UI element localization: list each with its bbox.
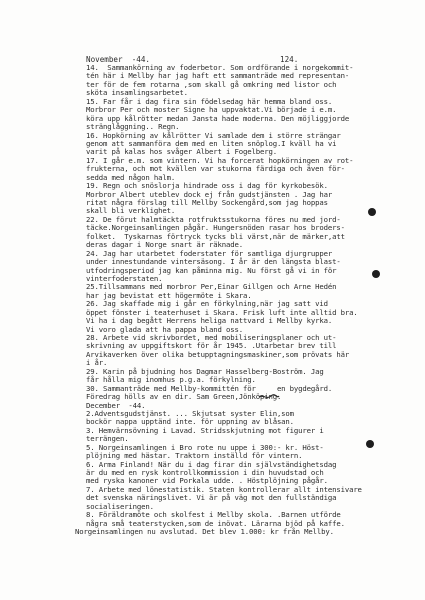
text-line: skall bli verklighet. xyxy=(86,206,176,216)
punch-hole xyxy=(368,208,376,216)
text-line: plöjning med hästar. Traktorn inställd för vintern. xyxy=(86,451,303,461)
diary-text xyxy=(75,63,386,537)
header-date: November -44. xyxy=(86,55,151,64)
text-line: det svenska näringslivet. Vi är på väg mot den fullständiga xyxy=(86,493,337,503)
text-line: öppet fönster i teaterhuset i Skara. Frisk luft inte alltid bra. xyxy=(86,307,358,317)
text-line: ter för de fem rotarna ,som skall gå omkring med listor och xyxy=(86,79,337,89)
text-line: varit på kalas hos svåger Albert i Fogelberg. xyxy=(86,147,277,157)
punch-hole xyxy=(366,440,374,448)
text-line: 15. Far får i dag fira sin födelsedag här hemma bland oss. xyxy=(86,96,333,106)
text-line: under innestundande vintersäsong. I år är den längsta blast- xyxy=(86,257,341,267)
section-date: December -44. xyxy=(86,400,146,410)
text-line: bockör nappa upptänd inte. för uppning av blåsan. xyxy=(86,417,294,427)
text-line: utfodringsperiod jag kan påminna mig. Nu först gå vi in för xyxy=(86,265,337,275)
text-line: sedda med någon halm. xyxy=(86,172,176,182)
text-line: 3. Hemvärnsövning i Lavad. Stridsskjutning mot figurer i xyxy=(86,425,324,435)
text-line: vinterfoderstaten. xyxy=(86,273,163,283)
text-line: 7. Arbete med lönestatistik. Staten kontrollerar allt intensivare xyxy=(86,484,362,494)
text-line: 17. I går e.m. som vintern. Vi ha forcerat hopkörningen av rot- xyxy=(86,155,354,165)
text-line: Arvikaverken över olika betupptagningsmaskiner,som prövats här xyxy=(86,349,350,359)
text-line: Föredrag hölls av en dir. Sam Green,Jönköping. xyxy=(86,392,282,402)
text-line: socialiseringen. xyxy=(86,501,154,511)
text-line: 6. Arma Finland! När du i dag firar din självständighetsdag xyxy=(86,459,337,469)
text-line: sköta insamlingsarbetet. xyxy=(86,88,188,98)
text-line: deras dagar i Norge snart är räknade. xyxy=(86,240,243,250)
text-line: får hålla mig inomhus p.g.a. förkylning. xyxy=(86,375,256,385)
text-line: köra upp kålrötter medan Jansta hade moderna. Den möjliggjorde xyxy=(86,113,350,123)
text-line: 16. Hopkörning av kålrötter Vi samlade dem i större strängar xyxy=(86,130,341,140)
text-line: 30. Sammanträde med Mellby-kommittén för en bygdegård. xyxy=(86,383,333,393)
text-line: Vi voro glada att ha pappa bland oss. xyxy=(86,324,243,334)
text-line: 19. Regn och snöslorja hindrade oss i dag för kyrkobesök. xyxy=(86,181,328,191)
text-line: 26. Jag skaffade mig i går en förkylning,när jag satt vid xyxy=(86,299,328,309)
text-line: några små teaterstycken,som de inövat. Lärarna bjöd på kaffe. xyxy=(86,518,345,528)
text-line: i år. xyxy=(86,358,108,368)
text-line: folket. Tyskarnas förtryck tycks bli värst,när de märker,att xyxy=(86,231,345,241)
text-line: Morbror Per och moster Signe ha uppvaktat.Vi började i e.m. xyxy=(86,105,337,115)
text-line: frukterna, och mot kvällen var stukorna färdiga och även för- xyxy=(86,164,345,174)
text-line: 2.Adventsgudstjänst. ... Skjutsat syster Elin,som xyxy=(86,408,294,418)
text-line: Morbror Albert uteblev dock ej från gudstjänsten . Jag har xyxy=(86,189,333,199)
text-line: tén här i Mellby har jag haft ett sammanträde med representan- xyxy=(86,71,350,81)
strikethrough-mark xyxy=(258,393,280,401)
text-line: 28. Arbete vid skrivbordet, med mobiliseringsplaner och ut- xyxy=(86,333,337,342)
page-number: 124. xyxy=(280,55,299,64)
text-line: ritat några förslag till Mellby Sockengård,som jag hoppas xyxy=(86,198,328,207)
text-line: 24. Jag har utarbetet foderstater för samtliga djurgrupper xyxy=(86,248,333,258)
text-line: med ryska kanoner vid Porkala udde. . Höstplöjning pågår. xyxy=(86,476,328,486)
text-line: Vi ha i dag begått Herrens heliga nattvard i Mellby kyrka. xyxy=(86,316,333,326)
punch-hole xyxy=(372,270,380,278)
text-line: är du med en rysk kontrollkommission i din huvudstad och xyxy=(86,468,324,477)
text-line: terrängen. xyxy=(86,434,129,444)
text-line: 29. Karin på bjudning hos Dagmar Hasselberg-Boström. Jag xyxy=(86,366,324,376)
text-line: genom att sammanföra dem med en liten snöplog.I kväll ha vi xyxy=(86,138,337,148)
text-line: Norgeinsamlingen nu avslutad. Det blev 1.000: kr från Mellby. xyxy=(75,527,334,537)
text-line: 5. Norgeinsamlingen i Bro rote nu uppe i 300:- kr. Höst- xyxy=(86,442,324,452)
text-line: har jag bevistat ett högermöte i Skara. xyxy=(86,290,252,300)
text-line: 8. Föräldramöte och skolfest i Mellby skola. .Barnen utförde xyxy=(86,510,341,520)
text-line: 14. Sammankörning av foderbetor. Som ordförande i norgekommit- xyxy=(86,63,354,72)
text-line: 25.Tillsammans med morbror Per,Einar Gillgen och Arne Hedén xyxy=(86,282,337,292)
text-line: täcke.Norgeinsamlingen pågår. Hungersnöden rasar hos broders- xyxy=(86,223,345,233)
text-line: 22. De förut halmtäckta rotfruktsstukorna föres nu med jord- xyxy=(86,214,341,224)
text-line: skrivning av uppgiftskort för år 1945. .Utarbetar brev till xyxy=(86,341,337,351)
text-line: stränglåggning.. Regn. xyxy=(86,122,180,132)
